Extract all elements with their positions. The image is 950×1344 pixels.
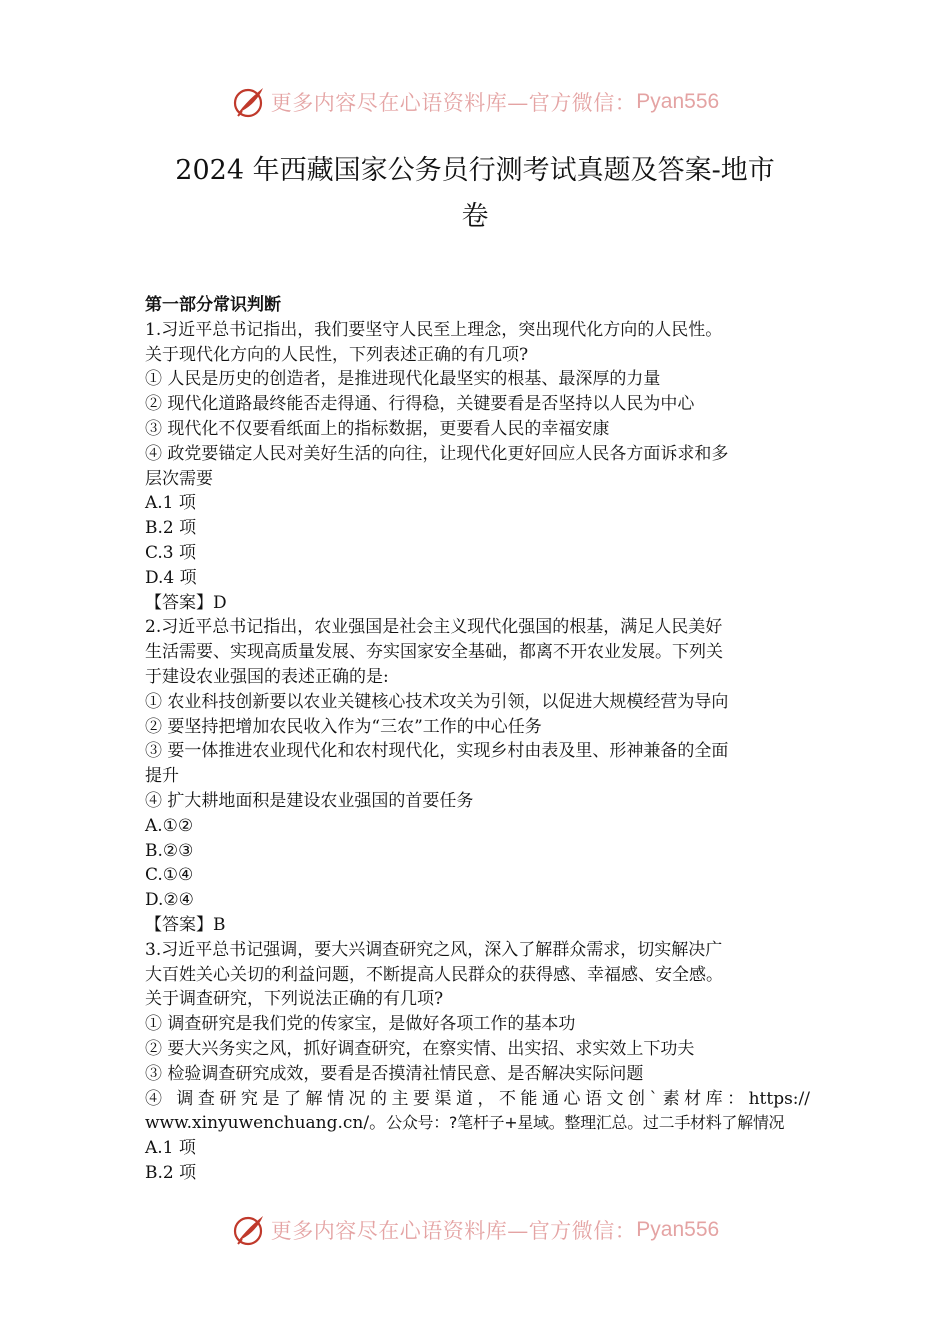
text-line: 关于调查研究，下列说法正确的有几项? — [145, 989, 444, 1010]
text-line: 大百姓关心关切的利益问题，不断提高人民群众的获得感、幸福感、安全感。 — [145, 964, 723, 985]
text-line: D.②④ — [145, 890, 194, 911]
header-watermark — [0, 82, 950, 122]
text-line: ③ 现代化不仅要看纸面上的指标数据，更要看人民的幸福安康 — [145, 418, 610, 439]
watermark-handle: Pyan556 — [636, 1218, 720, 1241]
text-line: ② 要大兴务实之风，抓好调查研究，在察实情、出实招、求实效上下功夫 — [145, 1038, 695, 1059]
text-line: C.3 项 — [145, 542, 197, 563]
text-line: 关于现代化方向的人民性，下列表述正确的有几项? — [145, 344, 529, 365]
text-line: 2.习近平总书记指出，农业强国是社会主义现代化强国的根基，满足人民美好 — [145, 617, 723, 638]
text-line: ④ 调查研究是了解情况的主要渠道，不能通心语文创`素材库：https:// — [145, 1088, 810, 1109]
text-line: B.2 项 — [145, 518, 197, 539]
text-line-url — [145, 1111, 810, 1136]
question-lines-end — [145, 1136, 810, 1186]
text-line: ④ 政党要锚定人民对美好生活的向往，让现代化更好回应人民各方面诉求和多 — [145, 443, 729, 464]
text-line: B.2 项 — [145, 1162, 197, 1183]
text-line: 层次需要 — [145, 468, 213, 489]
section-heading: 第一部分常识判断 — [145, 295, 281, 315]
text-line: ① 调查研究是我们党的传家宝，是做好各项工作的基本功 — [145, 1014, 576, 1035]
document-body — [145, 293, 810, 1186]
watermark-text: 更多内容尽在心语资料库—官方微信： — [270, 91, 637, 115]
text-line: ① 农业科技创新要以农业关键核心技术攻关为引领，以促进大规模经营为导向 — [145, 691, 729, 712]
text-line: D.4 项 — [145, 567, 197, 588]
text-line: ② 要坚持把增加农民收入作为“三农”工作的中心任务 — [145, 716, 542, 737]
watermark-handle: Pyan556 — [636, 90, 720, 113]
text-line: ③ 要一体推进农业现代化和农村现代化，实现乡村由表及里、形神兼备的全面 — [145, 741, 729, 762]
text-line: 生活需要、实现高质量发展、夯实国家安全基础，都离不开农业发展。下列关 — [145, 642, 723, 663]
title-line-2: 卷 — [461, 201, 489, 232]
text-line: 于建设农业强国的表述正确的是: — [145, 666, 389, 687]
quill-logo-icon — [231, 1212, 267, 1248]
text-line: 【答案】D — [145, 592, 227, 613]
quill-logo-icon — [231, 84, 267, 120]
watermark-text: 更多内容尽在心语资料库—官方微信： — [270, 1219, 637, 1243]
title-line-1: 2024 年西藏国家公务员行测考试真题及答案-地市 — [175, 155, 775, 186]
text-line: 1.习近平总书记指出，我们要坚守人民至上理念，突出现代化方向的人民性。 — [145, 319, 723, 340]
text-line: 3.习近平总书记强调，要大兴调查研究之风，深入了解群众需求，切实解决广 — [145, 939, 723, 960]
text-line: ③ 检验调查研究成效，要看是否摸清社情民意、是否解决实际问题 — [145, 1063, 644, 1084]
footer-watermark — [0, 1210, 950, 1250]
question-lines — [145, 318, 810, 1087]
url-suffix-text: 公众号：?笔杆子+星域。整理汇总。过二手材料了解情况 — [386, 1113, 785, 1133]
text-line: ② 现代化道路最终能否走得通、行得稳，关键要看是否坚持以人民为中心 — [145, 394, 695, 415]
text-line: A.①② — [145, 815, 194, 836]
text-line: A.1 项 — [145, 493, 196, 514]
text-line: C.①④ — [145, 865, 194, 886]
text-line: ④ 扩大耕地面积是建设农业强国的首要任务 — [145, 790, 474, 811]
text-line: 【答案】B — [145, 914, 226, 935]
document-title — [130, 148, 820, 240]
text-line: ① 人民是历史的创造者，是推进现代化最坚实的根基、最深厚的力量 — [145, 369, 661, 390]
text-line: A.1 项 — [145, 1138, 196, 1159]
text-line: 提升 — [145, 766, 179, 787]
text-line: B.②③ — [145, 840, 194, 861]
url-text: www.xinyuwenchuang.cn/。 — [145, 1113, 387, 1134]
